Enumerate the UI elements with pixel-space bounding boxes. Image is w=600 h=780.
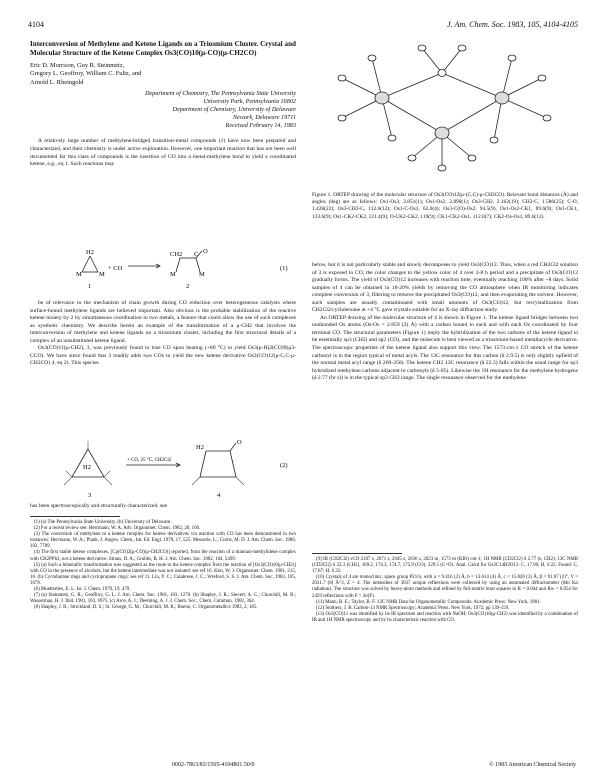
title-block — [30, 40, 296, 169]
equation-1-scheme — [30, 248, 296, 292]
paragraph-stability: below, but it is not particularly stable and slowly decomposes to yield Os3(CO)12. Thus, when a red CH2Cl2 solution of 3 is exposed to CO, the color changes to the yellow color of 4 over 2-8 h period and a precipitate of Os3(CO)12 gradually forms. The yield of Os3(CO)12 increases with reaction time, eventually reaching 100% after ~8 days. Solid samples of 4 can be obtained in 18-20% yields by removing the CO atmosphere when IR monitoring indicates complete conversion of 3, filtering to remove the precipitated Os3(CO)12, and then evaporating the solvent. However, such samples are usually contaminated with small amounts of Os3(CO)12, but recrystallization from CH2Cl2/cyclohexane at +4 °C gave crystals suitable for an X-ray diffraction study. — [312, 262, 578, 314]
author-list — [30, 62, 296, 87]
figure-caption: Figure 1. ORTEP drawing of the molecular structure of Os3(CO)12(μ-(C,C)-μ-CH2CO). Relevant bond distances (Å) and angles (deg) are as follows: Os1-Os3, 2.851(1); Os1-Os2, 2.890(1); Os3-CH2, 2.162(19); CH2-C, 1.586(25); C-O, 1.428(22); Os3-CH2-C, 112.6(12); Os1-C-Os3, 62.0(4); Os3-C(O)-Os2, 94.5(9), Os1-Os2-CK1, 89.6(9); Os1-CK1, 123.6(9); Os1-CK2-CK2, 121.4(9); O-CK2-CK2, 119(9); CK1-CK2-Os1, 112.0(7); CK2-Os-Os1, 89.6(12). — [312, 192, 578, 220]
metal-label: M — [199, 271, 205, 278]
compound-label-4: 4 — [217, 492, 221, 499]
footnote: (1) (a) The Pennsylvania State University. (b) University of Delaware. — [34, 520, 172, 525]
footnote: (6) Muetterties, E. L. Isr. J. Chem. 1979, 19, 479. — [34, 587, 131, 593]
reaction-arrow — [128, 264, 160, 268]
compound-4-structure — [192, 439, 244, 485]
plus-co-text: + CO — [108, 265, 123, 272]
affiliation-block — [30, 90, 296, 122]
footnote: (11) Mann, B. E.; Taylor, B. F. 13C NMR Data for Organometallic Compounds; Academic Press: New York, 1981. — [316, 599, 541, 605]
compound-3-structure — [64, 441, 112, 485]
ketene-complex-structure — [170, 248, 208, 278]
affiliation-line: Newark, Delaware 19711 — [232, 114, 296, 122]
paragraph-mechanism: be of relevance to the mechanism of chain growth during CO reduction over heterogeneous catalysts where surface-bound methylene ligands are believed important. Also obvious is the probable stabilization of the reactive ketene moiety by 2 by simultaneous coordination to two metals, a feature that could allow the use of such complexes as synthetic chemistry. We describe herein an example of the transformation of a μ-CH2 that involves the interconversion of methylene and ketene ligands on a triosmium cluster, including the first structural details of a complex of an unsubstituted ketene ligand. — [30, 300, 296, 344]
equation-number: (1) — [280, 265, 288, 272]
equation-2-scheme — [30, 437, 296, 501]
footer-code: 0002-7863/83/1505-4104$01.50/0 — [172, 762, 255, 768]
body-left — [30, 300, 296, 368]
paragraph-structure: An ORTEP drawing of the molecular structure of 4 is shown in Figure 1. The ketene ligand bridges between two nonbonded Os atoms (Os-Os = 2.859 (2) Å) with a carbon bound to each and with each Os coordinated by four terminal CO. The structural parameters (Figure 1) imply the hybridization of the two carbons of the ketene ligand to be essentially sp3 (CH2) and sp2 (CO), and the molecule is best viewed as a triosmium-based metallacycle derivative. The spectroscopic properties of the ketene ligand also support this view. The 1573-cm-1 CO stretch of the ketene carbonyl is in the region typical of metal acyls. The 13C resonance for this carbon (δ 2.9.5) is only slightly upfield of the normal metal acyl range (δ 260-350). The ketene CH2 13C resonance (δ 22.3) falls within the usual range for sp3 hybridized methylene carbons adjacent to carbonyls (δ 5-85). Likewise the 1H resonance for the methylene hydrogens (δ 2.77 (br s)) is in the typical sp3 CH2 range. The single resonance observed for the methylene — [312, 314, 578, 382]
compound-label-1: 1 — [88, 283, 92, 290]
compound-label-2: 2 — [186, 283, 190, 290]
ch2-label: H2 — [83, 464, 91, 471]
footnote: (13) Os3(CO)11 was identified by its IR spectrum and reaction with NaOH; Os3(CO)10(μ-CH2) was identified by a combination of IR and 1H NMR spectroscopy and by its characteristic reaction with CO. — [312, 611, 578, 623]
paragraph-synthesis: Os3(CO)11(μ-CH2), 3, was previously found to lose CO upon heating (+80 °C) to yield Os3(μ-H)2(CO)9(μ3-CCO). We have since found that 3 readily adds two COs to yield the new ketene derivative Os3(CO)12(μ-C,C-μ-CH2CO) 4, eq 2). This species — [30, 345, 296, 367]
footnote: (7) (a) Steinmetz, G. R.; Geoffroy, G. L. J. Am. Chem. Soc. 1981, 103, 1278. (b) Shapley, J. R.; Sievert, A. C.; Churchill, M. R.; Wasserman, H. J. Ibid. 1981, 103, 6975. (c) Arce, A. J.; Deeming, A. J. J. Chem. Soc., Chem. Commun. 1982, 364. — [30, 593, 296, 605]
affiliation-line: University Park, Pennsylvania 16802 — [203, 98, 296, 106]
page-number: 4104 — [28, 20, 44, 29]
oxygen-label: O — [203, 248, 208, 255]
methylene-complex-structure — [76, 249, 105, 278]
footnote: (8) Shapley, J. R.; Strickland, D. S.; St. George, G. M.; Churchill, M. R.; Bueno, C. Organometallics 1983, 2, 185. — [34, 605, 258, 611]
paragraph-intro: A relatively large number of methylene-bridged transition-metal compounds (1) have now been prepared and characterized, and their chemistry is under active exploration. However, one important reaction that has not been well documented for this class of compounds is the insertion of CO into a metal-methylene bond to yield a coordinated ketene, e.g., eq 1. Such reactions may — [30, 138, 296, 168]
metal-label: M — [76, 271, 82, 278]
footnote: (9) IR (CH2Cl2) νCO 2107 s, 2071 s, 2045 s, 2036 s, 2023 m, 1573 m (KBr) cm-1; 1H NMR (CD2Cl2) δ 2.77 (s, CH2); 13C NMR (CD2Cl2) δ 22.3 (CH2), 169.2, 174.3, 174.7, 175.9 (CO), 229.5 (C=O). Anal. Calcd for Os3C14H2O13: C, 17.96; H, 0.22. Found: C, 17.87; H, 0.33. — [312, 557, 578, 575]
received-date: Received February 14, 1983 — [225, 122, 296, 130]
footnotes-right — [312, 557, 578, 624]
ortep-bonds — [342, 48, 547, 168]
ortep-atoms — [338, 45, 551, 171]
footnote: (10) Crystals of 4 are monoclinic, space group P21/n, with a = 9.416 (2) Å, b = 13.614 (4) Å, c = 15.820 (3) Å, β = 91.07 (2)°, V = 2031.7 (8) Å^3, Z = 4. The intensities of 3037 unique reflections were collected by using an automated diffractometer (Mo Kα radiation). The structure was solved by heavy-atom methods and refined by full-matrix least squares to R = 0.044 and Rw = 0.054 for 2459 reflections with F > 3σ(F). — [312, 575, 578, 599]
footnote: (3) The conversion of methylene to a ketene complex for ketene derivatives via reaction with CO has been demonstrated in two instances: Herrmann, W. A.; Plank, J. Angew. Chem., Int. Ed. Engl. 1979, 17, 525. Messerle, L.; Curtis, M. D. J. Am. Chem. Soc. 1980, 102, 7789. — [30, 532, 296, 550]
author-line: Eric D. Morrison, Guy R. Steinmetz, — [30, 61, 125, 69]
footnote-rule — [30, 516, 120, 517]
footer-copyright: © 1983 American Chemical Society — [489, 762, 576, 768]
body-right — [312, 262, 578, 383]
affiliation-line: Department of Chemistry, The Pennsylvania State University — [144, 90, 296, 98]
equation-number: (2) — [280, 462, 288, 469]
footnote: (5) (a) Such a bimetallic transformation was suggested as the route to the ketene complex from the reaction of [Os3(CO)10(μ-CH2)] with CO in the presence of alcohols, but the ketene intermediate was not isolated: see ref 10. Kim, W. J. Organomet. Chem. 1981, 215, 16. (b) Cyclobutane rings and cyclopropane rings: see ref 11. Lin, Y. C.; Calabrese, J. C.; Wreford, S. S. J. Am. Chem. Soc. 1983, 105, 1679. — [30, 562, 296, 586]
ortep-figure — [312, 38, 578, 188]
ch2-label: H2 — [196, 444, 204, 451]
footnotes-left — [30, 520, 296, 611]
metal-label: M — [170, 271, 176, 278]
footnote: (2) For a recent review see: Herrmann, W. A. Adv. Organomet. Chem. 1982, 20, 160. — [34, 526, 201, 532]
paragraph-continuation: has been spectroscopically and structurally characterized. see — [30, 503, 168, 509]
footnote: (4) The first stable ketene complexes, [Cp(CO)2(μ-CO)(μ-CH2CO)] reported, from the reaction of a titanium-methylidene complex with CH2PPh3, not a ketene derivative: Straus, D. A.; Grubbs, R. H. J. Am. Chem. Soc. 1982, 104, 5499. — [30, 550, 296, 562]
affiliation-line: Department of Chemistry, University of Delaware — [172, 106, 296, 114]
author-line: Gregory L. Geoffroy, William C. Fultz, and — [30, 70, 142, 78]
author-line: Arnold L. Rheingold — [30, 78, 84, 86]
body-left-continued — [30, 503, 296, 511]
footnote: (12) Stothers, J. B. Carbon-13 NMR Spectroscopy; Academic Press: New York, 1972; pp 139-159. — [316, 605, 510, 611]
ch2-label: CH2 — [170, 251, 183, 258]
journal-citation: J. Am. Chem. Soc. 1983, 105, 4104-4105 — [447, 20, 578, 29]
reaction-conditions: + CO, 25 °C, CH2Cl2 — [127, 458, 172, 463]
oxygen-label: O — [237, 439, 242, 446]
carbon-label: C — [194, 251, 199, 258]
compound-label-3: 3 — [88, 492, 92, 499]
footnote-rule — [312, 553, 402, 554]
ch2-label: H2 — [86, 249, 94, 256]
article-title: Interconversion of Methylene and Ketene Ligands on a Triosmium Cluster. Crystal and Molecular Structure of the Ketene Complex Os3(CO)10(μ-CO)(μ-CH2CO) — [30, 40, 296, 57]
running-header — [28, 20, 578, 32]
reaction-arrow — [126, 463, 180, 467]
metal-label: M — [99, 271, 105, 278]
